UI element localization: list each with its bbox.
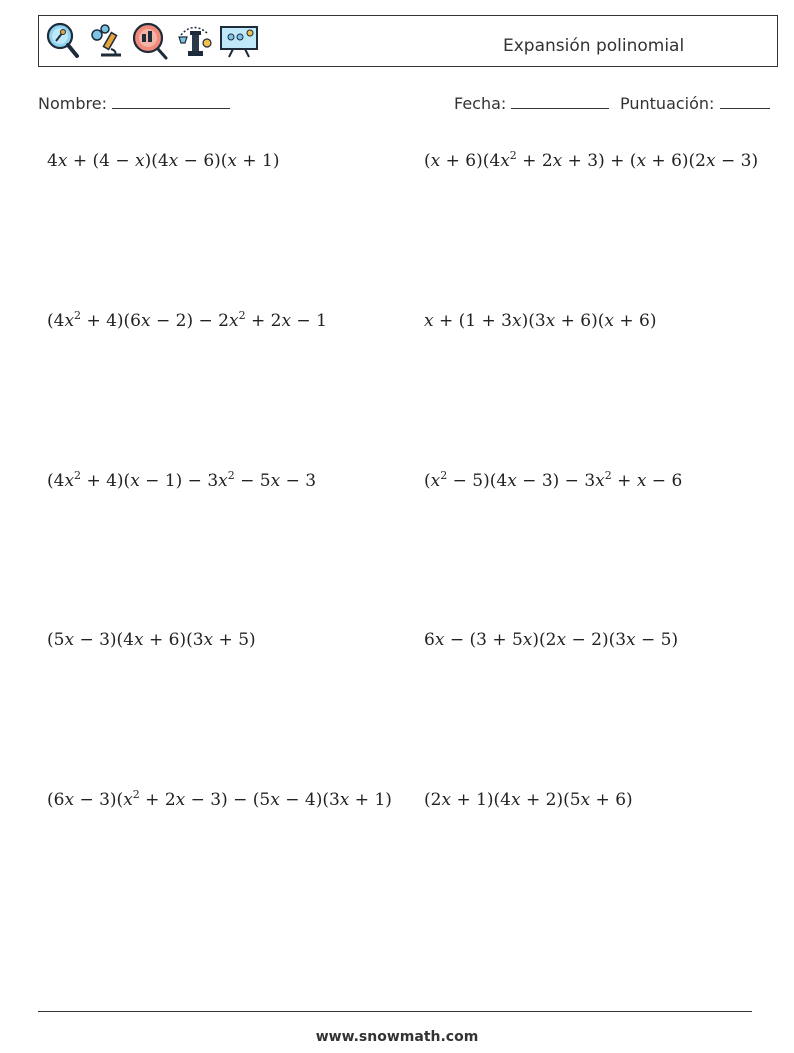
footer-website: www.snowmath.com — [315, 1029, 479, 1045]
problem-6: $(x^2 - 5)(4x - 3) - 3x^2 + x - 6$ — [424, 469, 683, 491]
problem-10: (2x + 1)(4x + 2)(5x + 6) — [424, 790, 633, 810]
problem-5: $(4x^2 + 4)(x - 1) - 3x^2 - 5x - 3$ — [47, 469, 317, 491]
footer-divider — [38, 1011, 752, 1012]
problem-8: 6x − (3 + 5x)(2x − 2)(3x − 5) — [424, 630, 679, 650]
page-title: Expansión polinomial — [503, 36, 685, 56]
problem-2: $(x + 6)(4x^2 + 2x + 3) + (x + 6)(2x - 3)$ — [424, 149, 759, 171]
score-field — [620, 94, 770, 113]
date-label: Fecha: — [454, 94, 507, 113]
score-blank[interactable] — [720, 94, 770, 109]
gears-microscope-icon — [87, 21, 125, 61]
magnifier-icon — [45, 21, 81, 61]
presentation-board-icon — [219, 21, 259, 61]
header-box — [38, 15, 778, 67]
header-icons — [45, 20, 259, 62]
magnifier-chart-icon — [131, 21, 169, 61]
name-label: Nombre: — [38, 94, 107, 113]
problem-1: 4x + (4 − x)(4x − 6)(x + 1) — [47, 151, 280, 171]
problem-4: x + (1 + 3x)(3x + 6)(x + 6) — [424, 311, 657, 331]
score-label: Puntuación: — [620, 94, 715, 113]
date-blank[interactable] — [511, 94, 609, 109]
date-field — [454, 94, 609, 113]
name-blank[interactable] — [112, 94, 230, 109]
name-field — [38, 94, 230, 113]
problem-9: $(6x - 3)(x^2 + 2x - 3) - (5x - 4)(3x + 1)$ — [47, 788, 392, 810]
problem-3: $(4x^2 + 4)(6x - 2) - 2x^2 + 2x - 1$ — [47, 309, 327, 331]
problem-7: (5x − 3)(4x + 6)(3x + 5) — [47, 630, 256, 650]
chess-rook-icon — [175, 21, 213, 61]
